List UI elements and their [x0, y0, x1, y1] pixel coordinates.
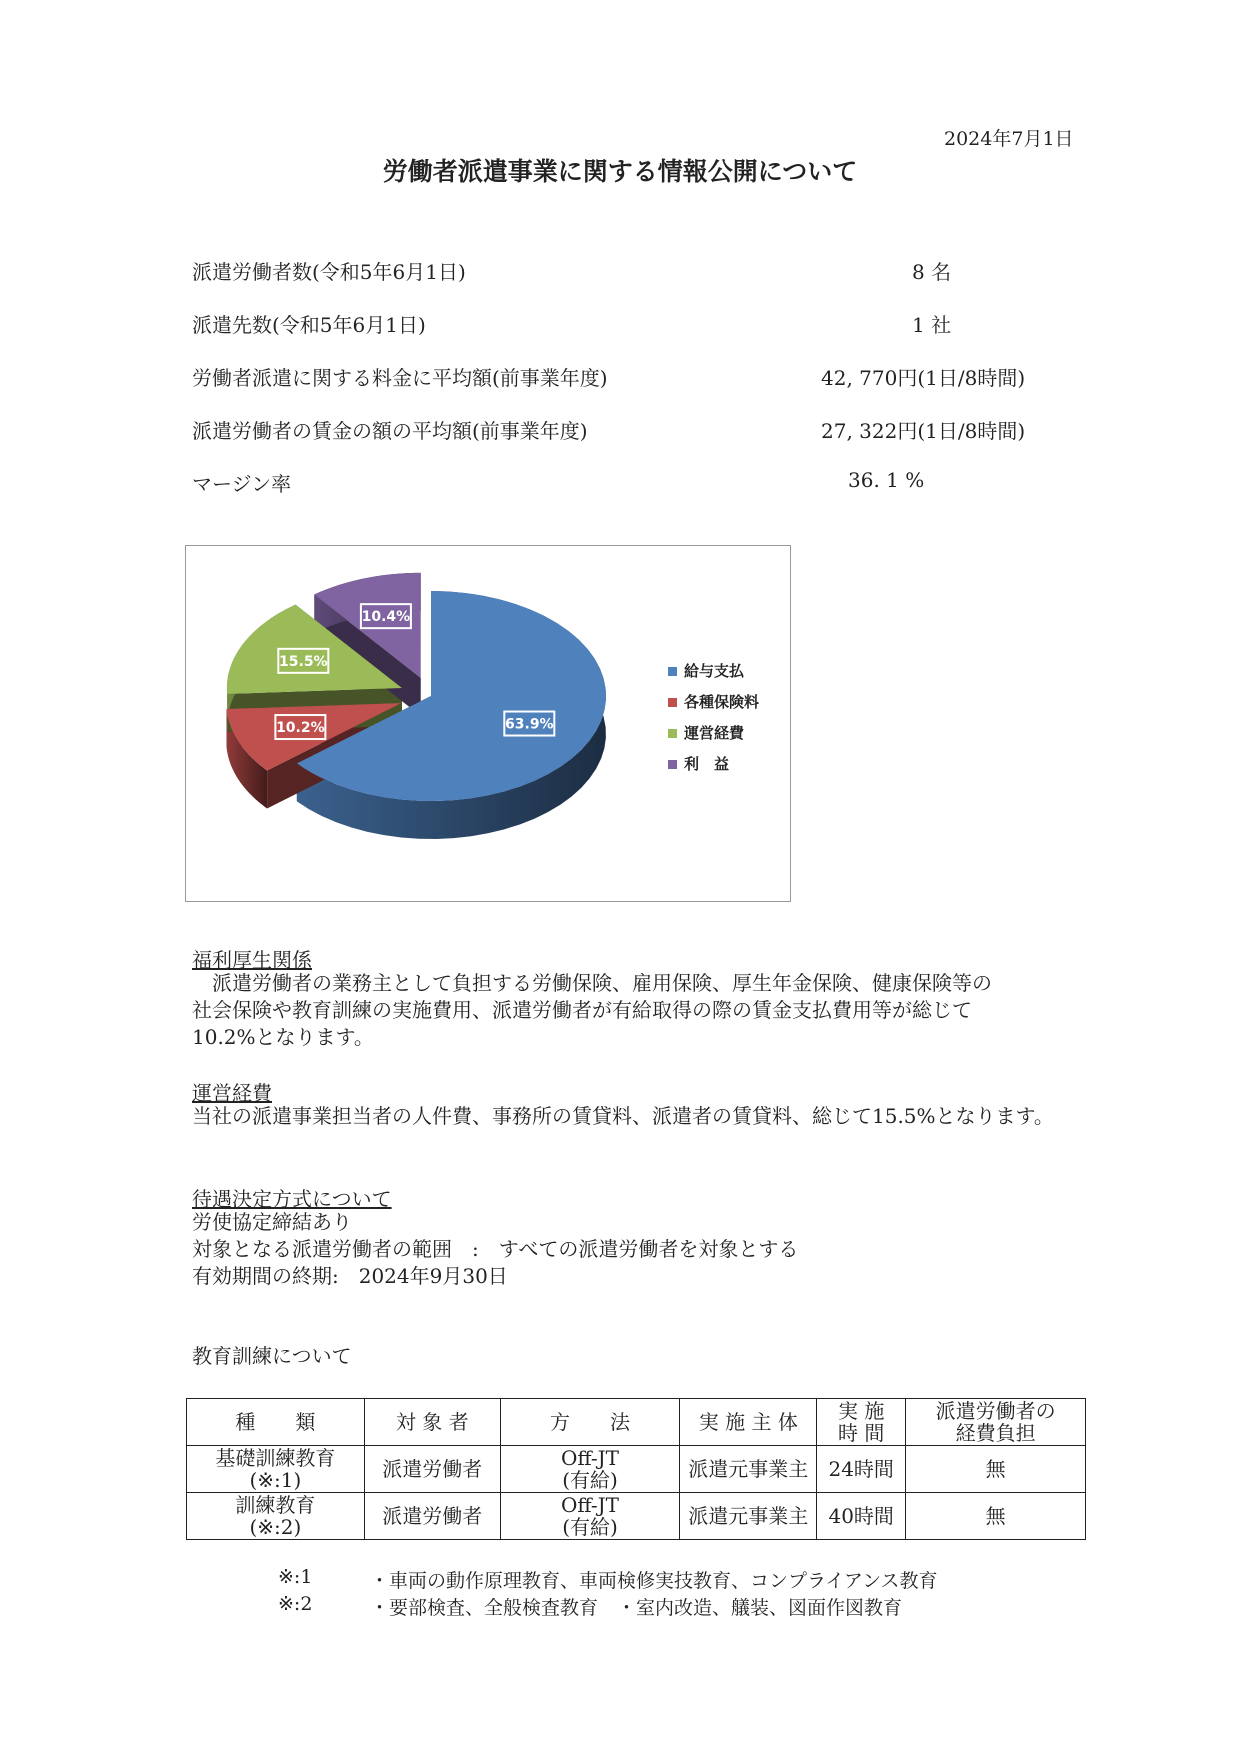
- legend-label: 利 益: [684, 755, 730, 773]
- table-cell: 派遣元事業主: [680, 1446, 817, 1493]
- training-heading: 教育訓練について: [192, 1344, 352, 1368]
- stat-label-average-wage: 派遣労働者の賃金の額の平均額(前事業年度): [192, 419, 588, 443]
- data-label: 15.5%: [279, 653, 328, 670]
- legend-swatch: [668, 698, 677, 707]
- data-label: 10.4%: [361, 609, 411, 626]
- treatment-heading: 待遇決定方式について: [192, 1187, 392, 1211]
- note-text: ・要部検査、全般検査教育 ・室内改造、艤装、図面作図教育: [370, 1597, 903, 1619]
- legend-label: 給与支払: [684, 662, 745, 680]
- header-cost-burden: 派遣労働者の 経費負担: [906, 1399, 1086, 1446]
- table-cell: 24時間: [817, 1446, 906, 1493]
- table-cell: 無: [906, 1446, 1086, 1493]
- document-title: 労働者派遣事業に関する情報公開について: [382, 157, 858, 186]
- stat-label-average-fee: 労働者派遣に関する料金に平均額(前事業年度): [192, 366, 608, 390]
- training-table: [186, 1398, 1086, 1540]
- table-cell: Off-JT (有給): [500, 1493, 680, 1540]
- stat-value-dispatched-workers: 8 名: [912, 260, 952, 284]
- operating-line: 当社の派遣事業担当者の人件費、事務所の賃貸料、派遣者の賃貸料、総じて15.5%となります。: [192, 1104, 1054, 1128]
- note-text: ・車両の動作原理教育、車両検修実技教育、コンプライアンス教育: [370, 1570, 938, 1592]
- table-cell: Off-JT (有給): [500, 1446, 680, 1493]
- operating-heading: 運営経費: [192, 1081, 272, 1105]
- table-header-row: [187, 1399, 1086, 1446]
- table-cell: 派遣労働者: [364, 1493, 500, 1540]
- legend-label: 各種保険料: [684, 693, 760, 711]
- stat-value-client-count: 1 社: [912, 313, 952, 337]
- data-label: 10.2%: [276, 720, 325, 737]
- note-mark: ※:2: [278, 1593, 313, 1615]
- header-target: 対 象 者: [364, 1399, 500, 1446]
- table-cell: 基礎訓練教育 (※:1): [187, 1446, 365, 1493]
- stat-label-margin-rate: マージン率: [192, 472, 292, 496]
- treatment-line: 対象となる派遣労働者の範囲 : すべての派遣労働者を対象とする: [192, 1237, 799, 1261]
- stat-label-dispatched-workers: 派遣労働者数(令和5年6月1日): [192, 260, 466, 284]
- note-mark: ※:1: [278, 1566, 313, 1588]
- treatment-line: 労使協定締結あり: [192, 1210, 352, 1234]
- header-hours: 実 施 時 間: [817, 1399, 906, 1446]
- header-method: 方 法: [500, 1399, 680, 1446]
- header-provider: 実 施 主 体: [680, 1399, 817, 1446]
- welfare-line: 社会保険や教育訓練の実施費用、派遣労働者が有給取得の際の賃金支払費用等が総じて: [192, 998, 972, 1022]
- table-row: [187, 1493, 1086, 1540]
- stat-label-client-count: 派遣先数(令和5年6月1日): [192, 313, 426, 337]
- pie-chart: [186, 546, 790, 901]
- data-label: 63.9%: [505, 716, 554, 733]
- table-cell: 派遣労働者: [364, 1446, 500, 1493]
- legend-label: 運営経費: [684, 724, 745, 742]
- table-cell: 無: [906, 1493, 1086, 1540]
- table-row: [187, 1446, 1086, 1493]
- treatment-line: 有効期間の終期: 2024年9月30日: [192, 1264, 508, 1288]
- stat-value-average-fee: 42, 770円(1日/8時間): [821, 366, 1026, 390]
- welfare-line: 10.2%となります。: [192, 1025, 374, 1049]
- table-cell: 40時間: [817, 1493, 906, 1540]
- stat-value-margin-rate: 36. 1 %: [848, 468, 925, 492]
- header-type: 種 類: [187, 1399, 365, 1446]
- legend-swatch: [668, 667, 677, 676]
- legend-swatch: [668, 760, 677, 769]
- stat-value-average-wage: 27, 322円(1日/8時間): [821, 419, 1026, 443]
- table-cell: 訓練教育 (※:2): [187, 1493, 365, 1540]
- pie-chart-container: [185, 545, 791, 902]
- document-date: 2024年7月1日: [944, 128, 1074, 150]
- table-cell: 派遣元事業主: [680, 1493, 817, 1540]
- legend-swatch: [668, 729, 677, 738]
- welfare-line: 派遣労働者の業務主として負担する労働保険、雇用保険、厚生年金保険、健康保険等の: [192, 971, 992, 995]
- welfare-heading: 福利厚生関係: [192, 948, 312, 972]
